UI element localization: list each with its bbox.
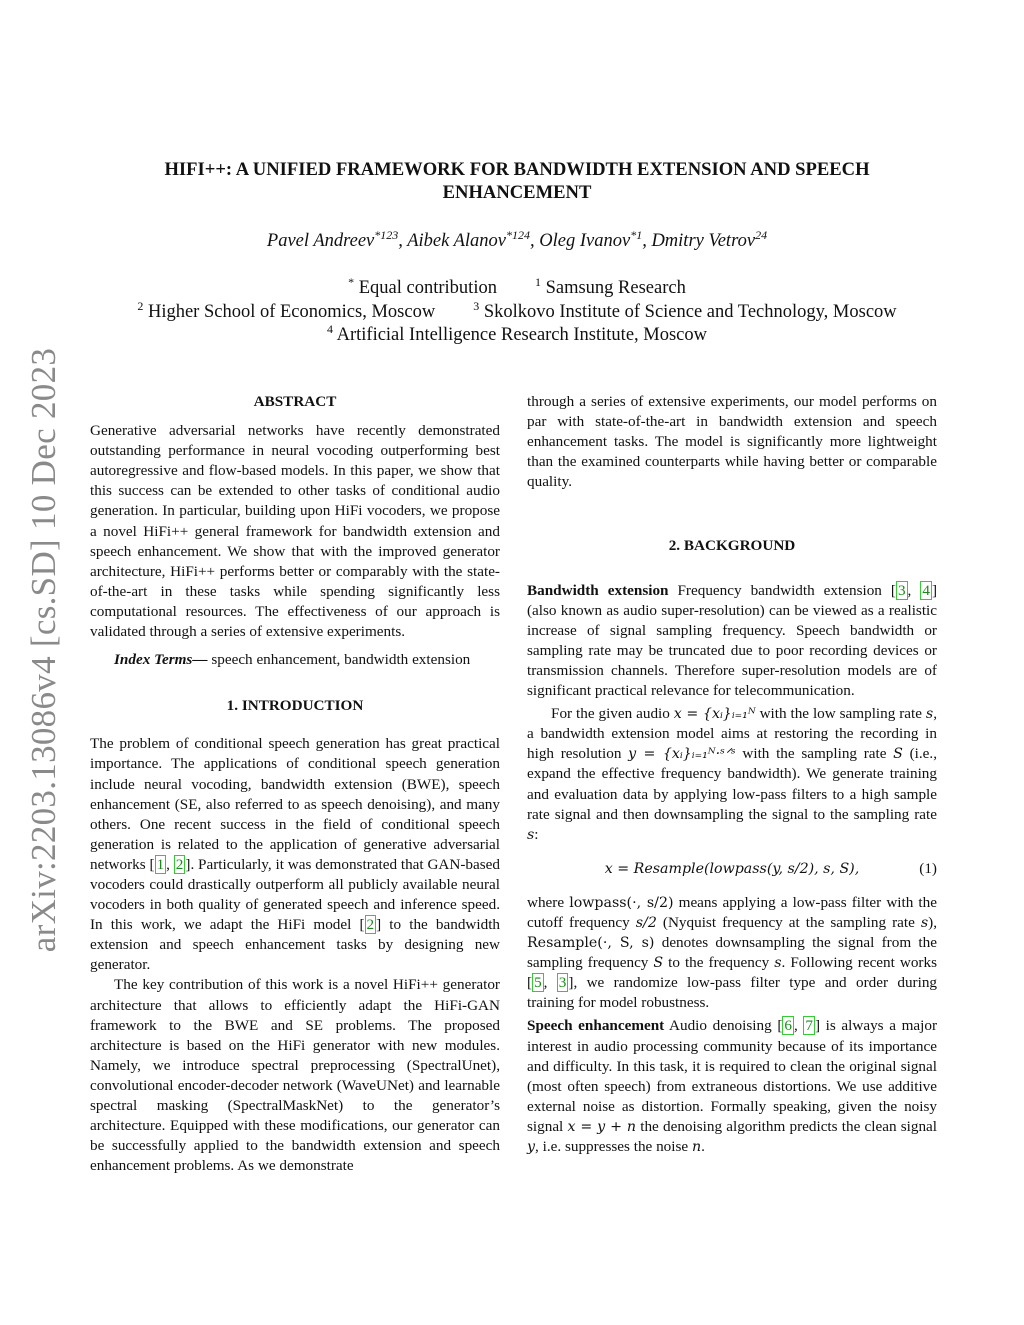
equal-contribution-note: Equal contribution xyxy=(358,278,497,298)
bwe-paragraph: Bandwidth extension Frequency bandwidth extension [ 3 , 4 ] (also known as audio super-resolution) can be viewed as a realistic increase of signal sampling frequency. Speech bandwidth or sampling rate may be truncated due to poor recording devices or transmission channels. Therefore super-resolution models are of significant practical relevance for telecommunication. xyxy=(527,581,937,700)
affiliation-line-1 xyxy=(60,277,974,301)
background-heading: 2. BACKGROUND xyxy=(668,537,796,555)
body-text: where xyxy=(527,893,570,911)
affiliation-mark: 1 xyxy=(534,275,541,289)
author-marks: *123 xyxy=(374,228,399,242)
author-separator: , xyxy=(530,231,540,251)
affiliation-mark: 3 xyxy=(473,298,480,313)
body-text: the denoising algorithm predicts the clean signal xyxy=(636,1117,938,1135)
affiliation-mark: 4 xyxy=(327,322,333,336)
body-text: , i.e. suppresses the noise xyxy=(535,1138,692,1155)
math-inline: x = y + n xyxy=(567,1118,637,1135)
bwe-text: Frequency bandwidth extension xyxy=(668,581,891,599)
intro-text: . Particularly, it was demonstrated that GAN-based vocoders could drastically outperform all publicly available neural vocoders in both quality of generated speech and inference speed. In this work, we adapt the HiFi model xyxy=(90,855,500,934)
citation-link[interactable]: 1 xyxy=(156,855,165,873)
body-text: , a bandwidth extension model aims at restoring the recording in high resolution xyxy=(527,705,937,763)
body-text: (i.e., expand the effective frequency bandwidth). We generate training and evaluation data by applying low-pass filters to a high sample rate signal and then downsampling the signal to the sampling rate xyxy=(527,745,937,823)
body-text: to the frequency xyxy=(663,954,775,972)
index-terms-text: speech enhancement, bandwidth extension xyxy=(207,651,471,669)
citation-link[interactable]: 2 xyxy=(366,916,375,934)
math-inline: s xyxy=(774,955,782,972)
body-text: For the given audio xyxy=(551,705,674,723)
lowpass-paragraph: where lowpass(·, s/2) means applying a low-pass filter with the cutoff frequency s/2 (Nyquist frequency at the sampling rate s), Resample(·, S, s) denotes downsampling the signal from the sampling frequency S to the frequency s. Following recent works [ 5 , 3 ], we randomize low-pass filter type and order during training for model robustness. xyxy=(527,893,938,1012)
citation-separator: , xyxy=(166,855,174,873)
math-inline: lowpass(·, s/2) xyxy=(569,894,674,911)
body-text: Audio denoising xyxy=(664,1017,778,1035)
se-label: Speech enhancement xyxy=(527,1017,665,1035)
author-name: Aibek Alanov xyxy=(407,231,507,251)
math-inline: S xyxy=(893,746,903,763)
index-terms-label: Index Terms— xyxy=(114,651,208,669)
affiliations xyxy=(60,277,974,348)
author-marks: *1 xyxy=(630,228,643,242)
abstract-text: Generative adversarial networks have recently demonstrated outstanding performance in neural vocoding outperforming best autoregressive and flow-based models. In this paper, we show that this success can be extended to other tasks of conditional audio generation. In particular, building upon HiFi vocoders, we propose a novel HiFi++ general framework for bandwidth extension and speech enhancement. We show that with the improved generator architecture, HiFi++ performs better or comparably with the state-of-the-art in these tasks while spending significantly less computational resources. The effectiveness of our approach is validated through a series of extensive experiments. xyxy=(90,422,500,641)
math-inline: s xyxy=(527,826,535,843)
equation-body: x = Resample(lowpass(y, s/2), s, S), xyxy=(604,860,860,877)
body-text: . Following recent works xyxy=(781,954,937,972)
title-line-2: ENHANCEMENT xyxy=(442,182,592,203)
index-terms xyxy=(90,650,500,670)
equation-1 xyxy=(527,859,937,879)
math-inline: s xyxy=(920,914,929,931)
intro-paragraph-2: The key contribution of this work is a novel HiFi++ generator architecture that allows to efficiently adapt the HiFi-GAN framework to the BWE and SE problems. The proposed architecture is based on the HiFi generator with new modules. Namely, we introduce spectral preprocessing (SpectralUnet), convolutional encoder-decoder network (WaveUNet) and learnable spectral masking (SpectralMaskNet) to the generator’s architecture. Equipped with these modifications, our generator can be successfully applied to the bandwidth extension and speech enhancement problems. As we demonstrate xyxy=(90,976,500,1175)
affiliation-airi: Artificial Intelligence Research Institute, Moscow xyxy=(336,325,707,345)
affiliation-mark: * xyxy=(348,275,355,289)
math-inline: S xyxy=(653,955,664,972)
intro-paragraph-1: The problem of conditional speech generation has great practical importance. The applications of conditional speech generation include neural vocoding, bandwidth extension (BWE), speech enhancement (SE, also referred to as speech denoising), and many others. One recent success in the field of conditional speech generation is related to the application of generative adversarial networks [ 1 , 2 ]. Particularly, it was demonstrated that GAN-based vocoders could drastically outperform all publicly available neural vocoders in both quality of generated speech and inference speed. In this work, we adapt the HiFi model [ 2 ] to the bandwidth extension and speech enhancement tasks by designing new generator. xyxy=(90,735,501,974)
body-text: , we randomize low-pass filter type and order during training for model robustness. xyxy=(527,974,938,1012)
citation-link[interactable]: 6 xyxy=(784,1017,792,1035)
citation-link[interactable]: 2 xyxy=(175,855,184,873)
citation-separator: , xyxy=(907,581,921,599)
intro-continuation: through a series of extensive experiments, our model performs on par with state-of-the-art in bandwidth extension and speech enhancement tasks. The model is significantly more lightweight than the examined counterparts while having better or comparable quality. xyxy=(527,393,937,491)
math-inline: y xyxy=(527,1139,536,1155)
bwe-paragraph-2 xyxy=(527,704,937,845)
citation-link[interactable]: 4 xyxy=(922,581,930,599)
body-text: is always a major interest in audio processing community because of its importance and difficulty. In this task, it is required to clean the original signal (most often speech) from extraneous distortions. We use additive external noise as distortion. Formally speaking, given the noisy signal xyxy=(527,1017,937,1135)
author-marks: 24 xyxy=(755,228,768,242)
author-list xyxy=(100,229,934,253)
body-text: : xyxy=(534,825,539,843)
left-column xyxy=(90,392,500,1176)
author-separator: , xyxy=(642,231,652,251)
affiliation-samsung: Samsung Research xyxy=(545,278,686,298)
math-inline: s/2 xyxy=(635,914,657,931)
equation-number: (1) xyxy=(919,859,937,877)
citation-link[interactable]: 3 xyxy=(897,581,906,599)
math-inline: n xyxy=(691,1139,702,1155)
affiliation-line-2 xyxy=(60,298,974,325)
body-text: . xyxy=(701,1138,705,1155)
body-text: denotes downsampling the signal from the sampling frequency xyxy=(527,934,937,972)
body-text: (Nyquist frequency at the sampling rate xyxy=(656,913,921,931)
arxiv-identifier[interactable]: arXiv:2203.13086v4 [cs.SD] 10 Dec 2023 xyxy=(24,347,63,953)
author-name: Dmitry Vetrov xyxy=(651,231,756,251)
bwe-text: (also known as audio super-resolution) can be viewed as a realistic increase of signal sampling frequency. Speech bandwidth or sampling rate may be truncated due to poor recording devices or transmission channels. Therefore super-resolution models are of significant practical relevance for telecommunication. xyxy=(527,601,937,700)
body-text: with the sampling rate xyxy=(735,745,894,763)
affiliation-line-3 xyxy=(60,324,974,348)
intro-text: The problem of conditional speech generation has great practical importance. The applications of conditional speech generation include neural vocoding, bandwidth extension (BWE), speech enhancement (SE, also referred to as speech denoising), and many others. One recent success in the field of conditional speech generation is related to the application of generative adversarial networks xyxy=(90,735,500,873)
abstract-heading: ABSTRACT xyxy=(253,393,337,410)
right-column xyxy=(527,392,937,1157)
bwe-label: Bandwidth extension xyxy=(527,581,669,599)
citation-link[interactable]: 7 xyxy=(805,1017,813,1035)
title-line-1: HIFI++: A UNIFIED FRAMEWORK FOR BANDWIDTH EXTENSION AND SPEECH xyxy=(164,159,870,180)
citation-link[interactable]: 5 xyxy=(534,974,542,992)
author-name: Oleg Ivanov xyxy=(539,231,631,251)
citation-separator: , xyxy=(543,974,557,992)
se-paragraph: Speech enhancement Audio denoising [ 6 , 7 ] is always a major interest in audio processing community because of its importance and difficulty. In this task, it is required to clean the original signal (most often speech) from extraneous distortions. We use additive external noise as distortion. Formally speaking, given the noisy signal x = y + n the denoising algorithm predicts the clean signal y, i.e. suppresses the noise n. xyxy=(527,1017,938,1155)
paper-title xyxy=(100,158,934,204)
citation-separator: , xyxy=(793,1017,804,1035)
intro-heading: 1. INTRODUCTION xyxy=(226,697,364,715)
math-inline: x = {xᵢ}ᵢ₌₁ᴺ xyxy=(673,706,756,723)
author-marks: *124 xyxy=(506,228,531,242)
affiliation-hse: Higher School of Economics, Moscow xyxy=(147,301,436,322)
author-separator: , xyxy=(398,231,408,251)
affiliation-mark: 2 xyxy=(137,298,144,313)
body-text: means applying a low-pass filter with the cutoff frequency xyxy=(527,893,937,931)
body-text: ), xyxy=(928,913,938,931)
affiliation-skoltech: Skolkovo Institute of Science and Technology, Moscow xyxy=(483,301,897,322)
intro-text: to the bandwidth extension and speech enhancement tasks by designing new generator. xyxy=(90,916,501,974)
citation-link[interactable]: 3 xyxy=(558,974,567,992)
math-inline: s xyxy=(925,706,934,723)
body-text: with the low sampling rate xyxy=(755,705,926,723)
math-inline: y = {xᵢ}ᵢ₌₁ᴺ·ˢᐟˢ xyxy=(628,746,736,763)
author-name: Pavel Andreev xyxy=(266,231,375,251)
math-inline: Resample(·, S, s) xyxy=(527,935,655,952)
